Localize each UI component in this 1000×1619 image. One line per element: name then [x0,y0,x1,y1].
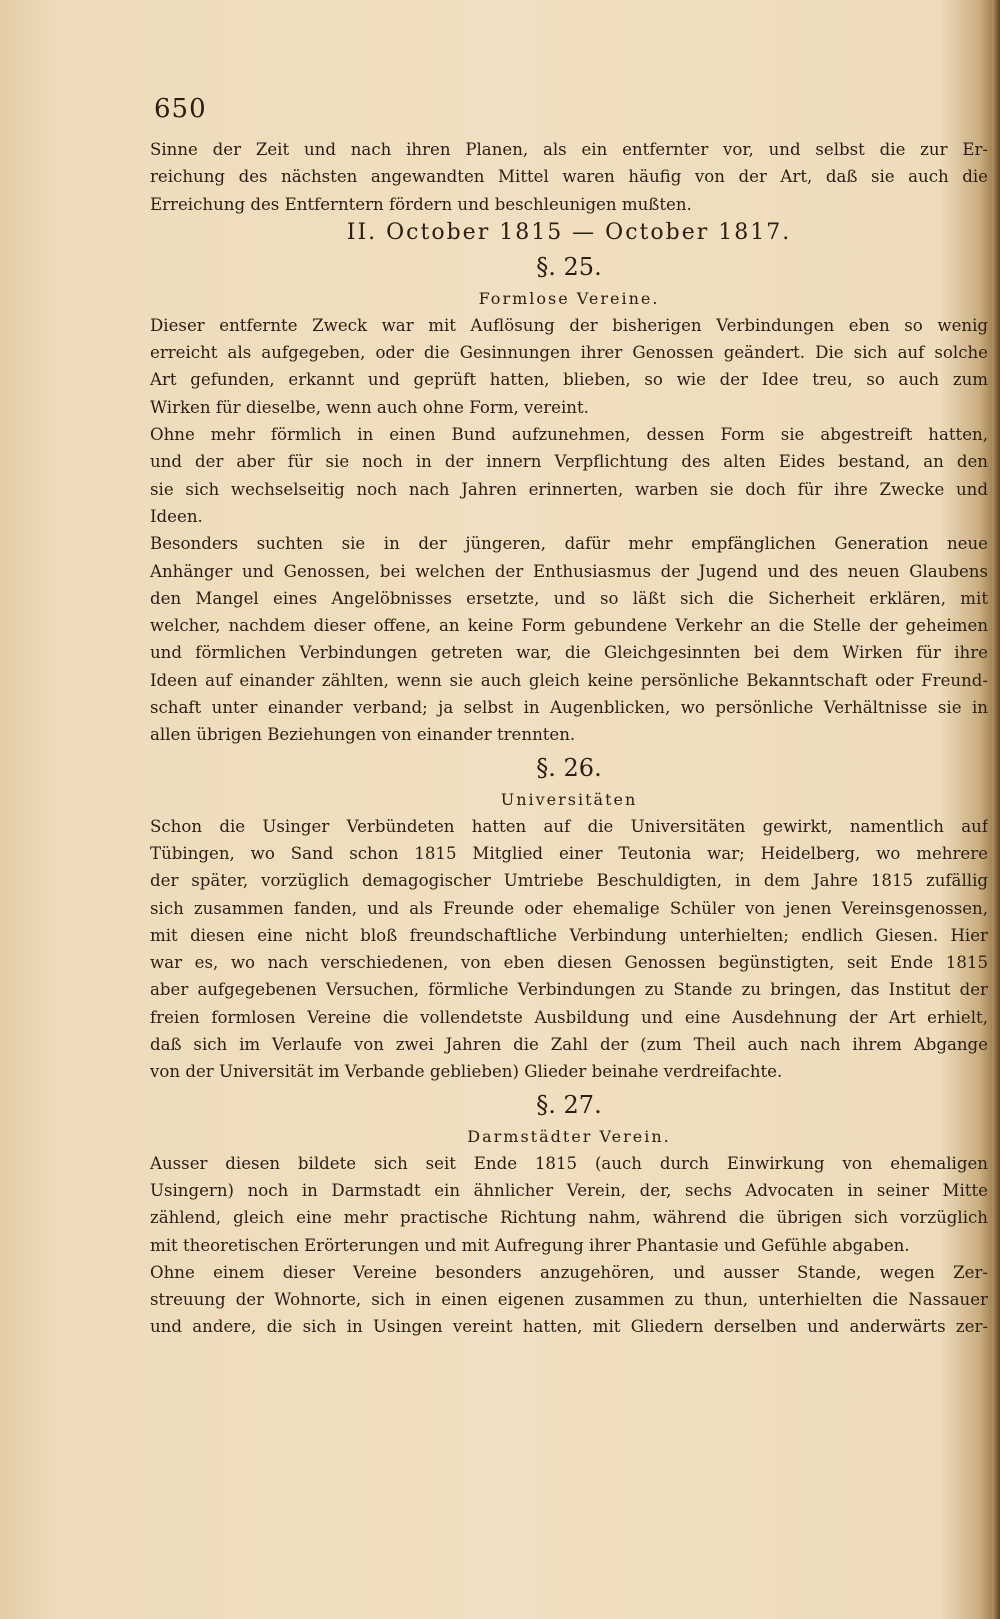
period-heading: II. October 1815 — October 1817. [346,219,792,245]
text-line: den Mangel eines Angelöbnisses ersetzte, und so läßt sich die Sicherheit erklären, mit [150,588,988,608]
text-line: zählend, gleich eine mehr practische Richtung nahm, während die übrigen sich vorzüglich [150,1208,988,1228]
text-line: allen übrigen Beziehungen von einander trennten. [150,725,576,745]
text-line: Wirken für dieselbe, wenn auch ohne Form, vereint. [150,397,589,417]
text-line: Sinne der Zeit und nach ihren Planen, als ein entfernter vor, und selbst die zur Er- [150,140,988,159]
text-line: und förmlichen Verbindungen getreten war, die Gleichgesinnten bei dem Wirken für ihre [150,643,988,663]
page-edge-shadow [992,0,1000,1619]
text-line: Ideen. [150,506,203,526]
text-line: daß sich im Verlaufe von zwei Jahren die Zahl der (zum Theil auch nach ihrem Abgange [150,1035,988,1055]
section-number: §. 27. [536,1090,602,1119]
text-line: Ohne mehr förmlich in einen Bund aufzunehmen, dessen Form sie abgestreift hatten, [150,425,988,445]
section-title: Formlose Vereine. [478,288,660,308]
text-line: Ideen auf einander zählten, wenn sie auch gleich keine persönliche Bekanntschaft oder Freund- [150,670,988,690]
text-line: und andere, die sich in Usingen vereint hatten, mit Gliedern derselben und anderwärts zer- [150,1317,988,1337]
text-line: Schon die Usinger Verbündeten hatten auf die Universitäten gewirkt, namentlich auf [150,816,988,836]
text-line: freien formlosen Vereine die vollendetste Ausbildung und eine Ausdehnung der Art erhielt, [150,1007,988,1027]
text-line: reichung des nächsten angewandten Mittel waren häufig von der Art, daß sie auch die [150,167,988,187]
text-line: Ohne einem dieser Vereine besonders anzugehören, und ausser Stande, wegen Zer- [150,1262,988,1282]
text-line: Erreichung des Entferntern fördern und beschleunigen mußten. [150,194,692,214]
section-title: Darmstädter Verein. [467,1126,671,1146]
text-line: Art gefunden, erkannt und geprüft hatten, blieben, so wie der Idee treu, so auch zum [150,370,988,390]
text-line: sich zusammen fanden, und als Freunde oder ehemalige Schüler von jenen Vereinsgenossen, [150,898,988,918]
text-line: schaft unter einander verband; ja selbst in Augenblicken, wo persönliche Verhältnisse sie in [150,698,988,718]
text-line: Anhänger und Genossen, bei welchen der Enthusiasmus der Jugend und des neuen Glaubens [150,561,988,581]
section-number: §. 26. [536,753,602,782]
text-line: und der aber für sie noch in der innern Verpflichtung des alten Eides bestand, an den [150,452,988,472]
text-line: sie sich wechselseitig noch nach Jahren erinnerten, warben sie doch für ihre Zwecke und [150,479,988,499]
text-line: welcher, nachdem dieser offene, an keine Form gebundene Verkehr an die Stelle der geheimen [150,616,988,636]
text-line: Usingern) noch in Darmstadt ein ähnlicher Verein, der, sechs Advocaten in seiner Mitte [150,1180,988,1200]
text-line: aber aufgegebenen Versuchen, förmliche Verbindungen zu Stande zu bringen, das Institut der [150,980,988,1000]
text-line: streuung der Wohnorte, sich in einen eigenen zusammen zu thun, unterhielten die Nassauer [150,1290,988,1310]
section-title: Universitäten [500,789,638,809]
text-line: Ausser diesen bildete sich seit Ende 1815 (auch durch Einwirkung von ehemaligen [150,1153,988,1173]
text-line: mit diesen eine nicht bloß freundschaftliche Verbindung unterhielten; endlich Giesen. Hier [150,925,988,945]
page-number: 650 [154,94,207,124]
text-line: Tübingen, wo Sand schon 1815 Mitglied einer Teutonia war; Heidelberg, wo mehrere [150,843,988,863]
text-line: Dieser entfernte Zweck war mit Auflösung der bisherigen Verbindungen eben so wenig [150,315,988,335]
text-line: von der Universität im Verbande geblieben) Glieder beinahe verdreifachte. [150,1062,783,1082]
body-text [150,136,988,1341]
text-line: Besonders suchten sie in der jüngeren, dafür mehr empfänglichen Generation neue [150,534,988,554]
section-number: §. 25. [536,252,602,281]
text-line: erreicht als aufgegeben, oder die Gesinnungen ihrer Genossen geändert. Die sich auf solche [150,343,988,363]
text-line: war es, wo nach verschiedenen, von eben diesen Genossen begünstigten, seit Ende 1815 [150,953,988,973]
text-line: der später, vorzüglich demagogischer Umtriebe Beschuldigten, in dem Jahre 1815 zufällig [150,871,988,891]
text-line: mit theoretischen Erörterungen und mit Aufregung ihrer Phantasie und Gefühle abgaben. [150,1235,910,1255]
